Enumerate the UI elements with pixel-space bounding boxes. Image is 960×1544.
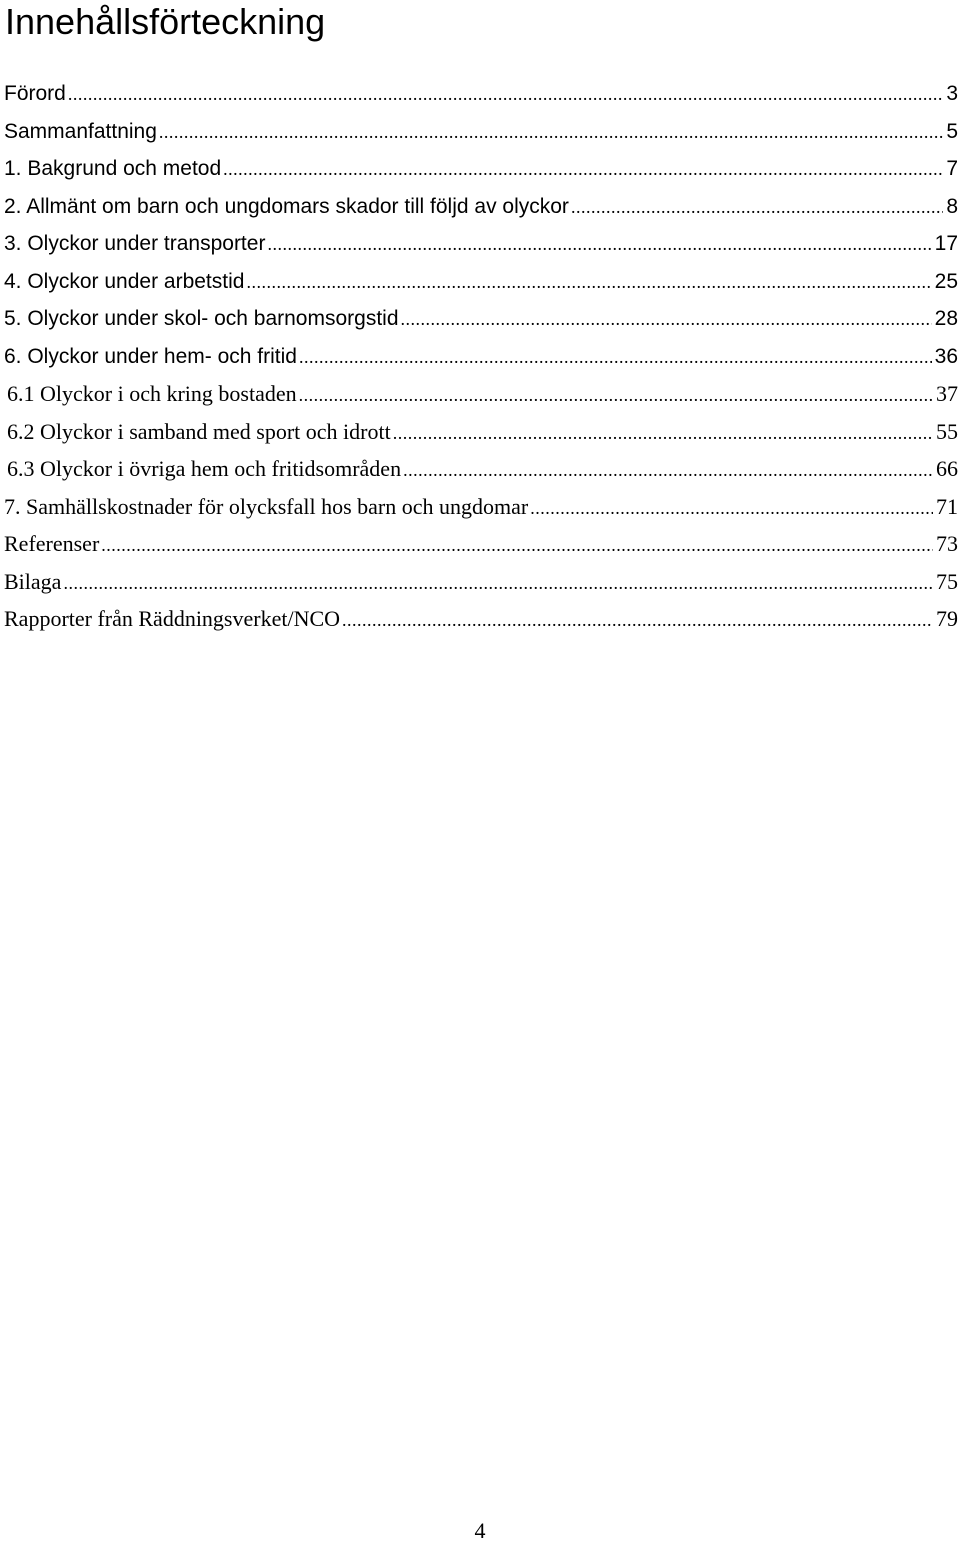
- toc-entry[interactable]: [4, 600, 958, 638]
- toc-entry-page: 7: [946, 157, 958, 180]
- toc-dot-leader: [342, 602, 933, 640]
- toc-entry-label: 6.2 Olyckor i samband med sport och idrott: [7, 418, 391, 444]
- toc-dot-leader: [571, 189, 943, 227]
- toc-entry-label: 6. Olyckor under hem- och fritid: [4, 344, 297, 368]
- toc-entry-label: Rapporter från Räddningsverket/NCO: [4, 606, 341, 631]
- toc-entry[interactable]: [4, 375, 958, 413]
- toc-dot-leader: [68, 76, 943, 114]
- toc-entry[interactable]: [4, 75, 958, 113]
- toc-dot-leader: [101, 527, 933, 565]
- toc-entry-page: 28: [934, 307, 958, 330]
- toc-dot-leader: [267, 226, 931, 264]
- toc-entry-label: 3. Olyckor under transporter: [4, 232, 266, 255]
- toc-entry-page: 5: [946, 119, 958, 143]
- toc-entry-label: 7. Samhällskostnader för olycksfall hos barn och ungdomar: [4, 493, 529, 519]
- toc-entry-label: 6.1 Olyckor i och kring bostaden: [7, 381, 297, 406]
- toc-entry[interactable]: [4, 150, 958, 188]
- toc-entry-page: 37: [936, 381, 958, 406]
- toc-entry-page: 66: [936, 456, 958, 481]
- toc-entry-page: 8: [946, 194, 958, 218]
- toc-dot-leader: [530, 490, 933, 528]
- toc-entry-label: Referenser: [4, 531, 100, 556]
- toc-dot-leader: [393, 415, 933, 453]
- toc-entry-page: 75: [936, 568, 958, 594]
- toc-entry[interactable]: [4, 263, 958, 301]
- toc-dot-leader: [299, 339, 932, 377]
- toc-entry-page: 79: [936, 606, 958, 631]
- toc-dot-leader: [246, 264, 931, 302]
- toc-entry-label: Bilaga: [4, 568, 62, 594]
- toc-entry[interactable]: [4, 488, 958, 526]
- toc-dot-leader: [223, 151, 943, 189]
- page-title: Innehållsförteckning: [5, 1, 326, 42]
- toc-entry-label: 5. Olyckor under skol- och barnomsorgstid: [4, 307, 399, 330]
- table-of-contents: [4, 75, 958, 638]
- toc-entry[interactable]: [4, 300, 958, 338]
- toc-entry-label: 1. Bakgrund och metod: [4, 157, 222, 180]
- toc-entry[interactable]: [4, 525, 958, 563]
- toc-entry-page: 55: [936, 418, 958, 444]
- toc-entry-label: Förord: [4, 82, 66, 105]
- toc-entry-label: 4. Olyckor under arbetstid: [4, 269, 245, 293]
- toc-entry[interactable]: [4, 450, 958, 488]
- toc-dot-leader: [159, 114, 943, 152]
- toc-entry-label: Sammanfattning: [4, 119, 157, 143]
- toc-entry[interactable]: [4, 413, 958, 451]
- toc-dot-leader: [403, 452, 933, 490]
- toc-entry[interactable]: [4, 188, 958, 226]
- toc-entry-page: 71: [936, 493, 958, 519]
- toc-entry-page: 73: [936, 531, 958, 556]
- toc-entry-page: 25: [934, 269, 958, 293]
- page-number: 4: [474, 1518, 486, 1543]
- toc-entry-label: 2. Allmänt om barn och ungdomars skador till följd av olyckor: [4, 194, 569, 218]
- toc-entry-page: 3: [946, 82, 958, 105]
- toc-entry[interactable]: [4, 113, 958, 151]
- toc-entry[interactable]: [4, 338, 958, 376]
- toc-entry-label: 6.3 Olyckor i övriga hem och fritidsområden: [7, 456, 402, 481]
- toc-dot-leader: [401, 301, 932, 339]
- toc-entry[interactable]: [4, 225, 958, 263]
- toc-dot-leader: [299, 377, 933, 415]
- toc-dot-leader: [63, 565, 933, 603]
- toc-entry[interactable]: [4, 563, 958, 601]
- toc-entry-page: 17: [934, 232, 958, 255]
- toc-entry-page: 36: [934, 344, 958, 368]
